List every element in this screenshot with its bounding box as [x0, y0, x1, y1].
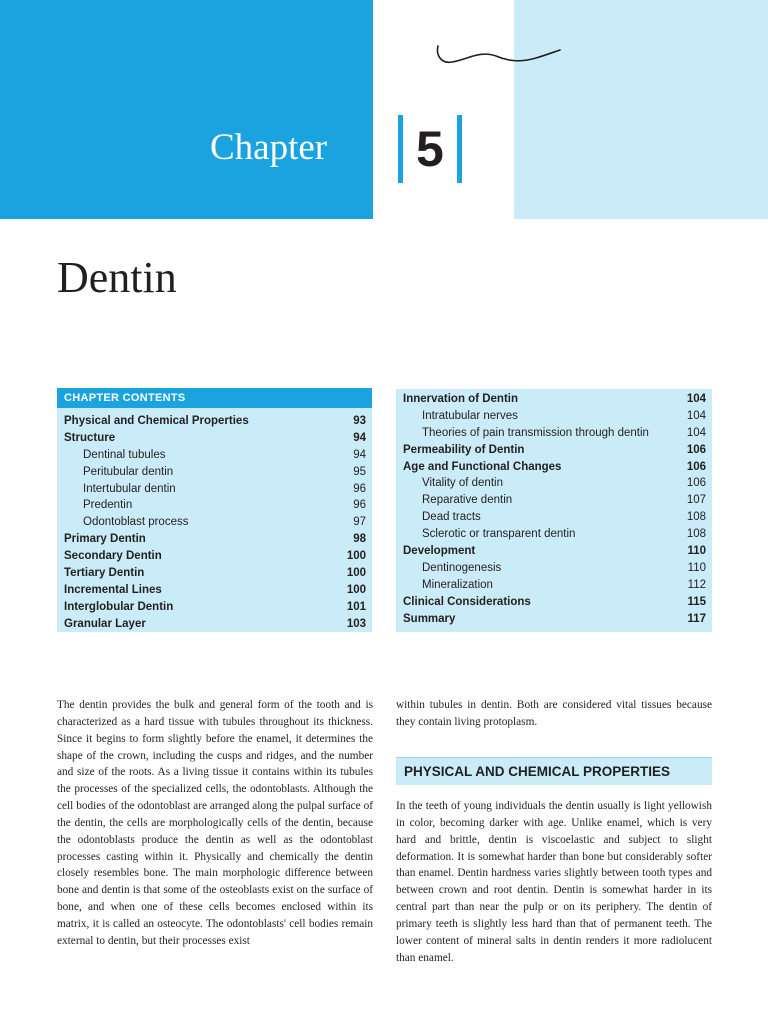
contents-entry — [396, 509, 712, 526]
contents-entry-page: 106 — [686, 477, 706, 490]
chapter-banner — [0, 0, 373, 219]
contents-entry-page: 104 — [686, 393, 706, 405]
chapter-number-block — [398, 114, 462, 184]
contents-entry-label: Dentinogenesis — [422, 561, 502, 574]
contents-entry — [57, 616, 372, 633]
contents-entry-label: Odontoblast process — [83, 516, 189, 529]
contents-entry-label: Tertiary Dentin — [64, 567, 145, 580]
body-column-right-top — [396, 697, 712, 731]
contents-entry-label: Peritubular dentin — [83, 465, 174, 478]
page-title: Dentin — [57, 253, 177, 302]
contents-header: CHAPTER CONTENTS — [57, 388, 372, 408]
contents-entry-label: Mineralization — [422, 578, 493, 591]
contents-entry-label: Primary Dentin — [64, 533, 146, 546]
contents-entry-page: 108 — [686, 528, 706, 541]
contents-entry — [57, 430, 372, 447]
contents-entry — [57, 531, 372, 548]
body-paragraph: The dentin provides the bulk and general form of the tooth and is characterized as a hard tissue with tubules throughout its thickness. Since it begins to form slightly before the enamel, it determines the shape of the crown, including the cusps and ridges, and the number and size of the roots. As a living tissue it contains within its tubules the processes of the specialized cells, the odontoblasts. Although the cell bodies of the odontoblast are arranged along the pulpal surface of the dentin, the cells are morphologically cells of the dentin, because the odontoblasts produce the dentin as well as the odontoblast processes casting within it. Physically and chemically the dentin closely resembles bone. The main morphologic difference between bone and dentin is that some of the osteoblasts exist on the surface of bone, and when one of these cells becomes enclosed within its matrix, it is called an osteocyte. The odontoblasts' cell bodies remain external to dentin, but their processes exist — [57, 699, 373, 947]
section-heading-box — [396, 757, 712, 785]
contents-entry-label: Dentinal tubules — [83, 448, 166, 461]
contents-entry-page: 110 — [687, 561, 706, 574]
contents-entry — [57, 582, 372, 599]
chapter-number: 5 — [416, 121, 444, 177]
contents-entry-page: 93 — [353, 415, 366, 427]
contents-entry — [396, 560, 712, 577]
contents-entry-label: Dead tracts — [422, 511, 481, 524]
contents-entry-page: 100 — [346, 583, 366, 596]
contents-entry-page: 106 — [686, 443, 706, 456]
contents-entry-label: Intertubular dentin — [83, 482, 176, 495]
contents-entry-page: 97 — [353, 516, 366, 529]
contents-entry-page: 94 — [353, 431, 366, 444]
contents-entry-page: 103 — [346, 617, 366, 630]
contents-list-left — [57, 413, 372, 633]
section-heading: PHYSICAL AND CHEMICAL PROPERTIES — [404, 764, 671, 779]
contents-entry-label: Summary — [403, 612, 456, 625]
contents-entry-label: Incremental Lines — [64, 583, 162, 596]
contents-entry — [57, 599, 372, 616]
contents-entry — [57, 514, 372, 531]
body-paragraph: In the teeth of young individuals the dentin usually is light yellowish in color, becoming darker with age. Unlike enamel, which is very hard and brittle, dentin is viscoelastic and subject to slight deformation. It is somewhat harder than bone but considerably softer than enamel. Dentin hardness varies slightly between tooth types and between crown and root dentin. Dentin is somewhat harder in its central part than near the pulp or on its periphery. The dentin of primary teeth is slightly less hard than that of permanent teeth. The lower content of mineral salts in dentin renders it more radiolucent than enamel. — [396, 800, 712, 964]
chapter-bar-left — [398, 115, 403, 183]
contents-entry-page: 104 — [686, 426, 706, 439]
contents-entry-page: 96 — [353, 482, 366, 495]
contents-entry-page: 106 — [686, 460, 706, 473]
chapter-banner-light — [514, 0, 768, 219]
contents-entry-page: 98 — [353, 533, 366, 546]
chapter-bar-right — [457, 115, 462, 183]
contents-list-right — [396, 391, 712, 627]
handwritten-mark — [430, 40, 565, 80]
contents-entry-label: Theories of pain transmission through dentin — [422, 426, 649, 439]
contents-entry — [396, 425, 712, 442]
contents-entry-label: Intratubular nerves — [422, 409, 518, 422]
chapter-label: Chapter — [210, 127, 328, 168]
contents-entry — [396, 475, 712, 492]
chapter-contents-right — [396, 389, 712, 632]
contents-entry-label: Clinical Considerations — [403, 595, 531, 608]
body-column-left — [57, 697, 373, 950]
contents-entry-page: 95 — [353, 465, 366, 478]
contents-entry-page: 96 — [353, 499, 366, 512]
contents-entry — [396, 577, 712, 594]
contents-entry-label: Structure — [64, 431, 116, 444]
contents-entry-label: Permeability of Dentin — [403, 443, 525, 456]
contents-entry — [57, 565, 372, 582]
contents-entry — [396, 408, 712, 425]
contents-entry-label: Predentin — [83, 499, 133, 512]
chapter-contents-left — [57, 388, 372, 632]
contents-entry-page: 110 — [687, 545, 706, 558]
contents-entry — [396, 594, 712, 611]
contents-entry-label: Development — [403, 545, 476, 558]
contents-entry-page: 115 — [687, 595, 706, 608]
contents-entry-label: Innervation of Dentin — [403, 393, 518, 405]
contents-entry — [57, 413, 372, 430]
contents-entry-page: 112 — [687, 578, 706, 591]
contents-entry — [396, 459, 712, 476]
contents-entry — [57, 447, 372, 464]
body-paragraph: within tubules in dentin. Both are considered vital tissues because they contain living protoplasm. — [396, 699, 712, 728]
contents-entry — [396, 526, 712, 543]
contents-entry — [57, 464, 372, 481]
contents-entry — [57, 497, 372, 514]
contents-entry — [396, 442, 712, 459]
contents-entry-page: 100 — [346, 567, 366, 580]
body-column-right-bottom — [396, 798, 712, 966]
contents-entry — [396, 391, 712, 408]
contents-entry-label: Sclerotic or transparent dentin — [422, 528, 576, 541]
contents-entry-page: 117 — [687, 612, 706, 625]
contents-entry-label: Granular Layer — [64, 617, 146, 630]
contents-entry-label: Secondary Dentin — [64, 550, 162, 563]
contents-entry — [396, 543, 712, 560]
contents-entry-page: 101 — [346, 600, 366, 613]
contents-entry-label: Age and Functional Changes — [403, 460, 562, 473]
contents-entry-label: Interglobular Dentin — [64, 600, 174, 613]
contents-entry-page: 104 — [686, 409, 706, 422]
contents-entry-page: 100 — [346, 550, 366, 563]
contents-entry — [396, 611, 712, 628]
contents-entry — [57, 548, 372, 565]
contents-entry-label: Vitality of dentin — [422, 477, 503, 490]
contents-entry-label: Reparative dentin — [422, 494, 513, 507]
contents-entry — [57, 481, 372, 498]
contents-entry-page: 94 — [353, 448, 366, 461]
contents-entry-page: 108 — [686, 511, 706, 524]
contents-entry-page: 107 — [686, 494, 706, 507]
contents-entry — [396, 492, 712, 509]
contents-entry-label: Physical and Chemical Properties — [64, 415, 249, 427]
